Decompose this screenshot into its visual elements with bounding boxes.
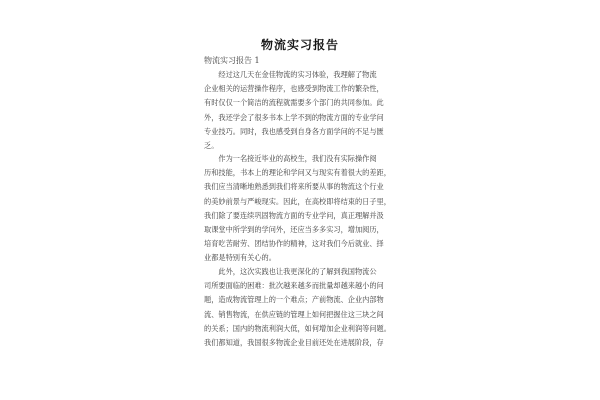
paragraph-line: 我们除了要连续巩固物流方面的专业学问，真正理解并汲 (204, 210, 384, 220)
paragraph-line: 我们应当清晰地熟悉到我们将来所要从事的物流这个行业 (204, 182, 384, 192)
paragraph-line: 的关系；国内的物流利润大低，如何增加企业利润等问题。 (204, 323, 391, 333)
paragraph-line: 乏。 (204, 140, 219, 150)
paragraph-line: 外，我还学会了很多书本上学不到的物流方面的专业学问 (204, 112, 384, 122)
paragraph-line: 企业相关的运营操作程序，也感受到物流工作的繁杂性， (204, 84, 384, 94)
paragraph-line: 流、销售物流，在供应链的管理上如何把握住这三块之间 (204, 309, 384, 319)
document-title: 物流实习报告 (260, 38, 339, 52)
paragraph-line: 司所要面临的困难：批次越来越多而批量却越来越小的问 (204, 281, 384, 291)
paragraph-line: 培育吃苦耐劳、团结协作的精神，这对我们今后就业、择 (204, 239, 384, 249)
paragraph-line: 题，造成物流管理上的一个难点；产前物流、企业内部物 (204, 295, 384, 305)
paragraph-3 (204, 265, 400, 350)
document-subtitle: 物流实习报告 1 (204, 56, 260, 65)
paragraph-line: 业都是特别有关心的。 (204, 253, 276, 263)
paragraph-line: 取课堂中所学到的学问外，还应当多多实习，增加阅历， (204, 224, 384, 234)
paragraph-line: 专业技巧。同时，我也感受到自身各方面学问的不足与匮 (204, 126, 384, 136)
paragraph-1 (204, 68, 400, 153)
paragraph-line: 我们都知道，我国很多物流企业目前还处在进展阶段，存 (204, 337, 384, 347)
paragraph-line: 经过这几天在金佳物流的实习体验，我理解了物流 (204, 70, 377, 79)
paragraph-line: 此外，这次实践也让我更深化的了解到我国物流公 (204, 267, 377, 276)
paragraph-line: 作为一名接近毕业的高校生，我们没有实际操作阅 (204, 154, 377, 163)
paragraph-line: 的美妙前景与严峻现实。因此，在高校即将结束的日子里， (204, 196, 391, 206)
paragraph-line: 历和技能，书本上的理论和学问又与现实有着很大的差距， (204, 168, 391, 178)
paragraph-line: 有时仅仅一个简洁的流程就需要多个部门的共同参加。此 (204, 98, 384, 108)
paragraph-2 (204, 152, 400, 266)
